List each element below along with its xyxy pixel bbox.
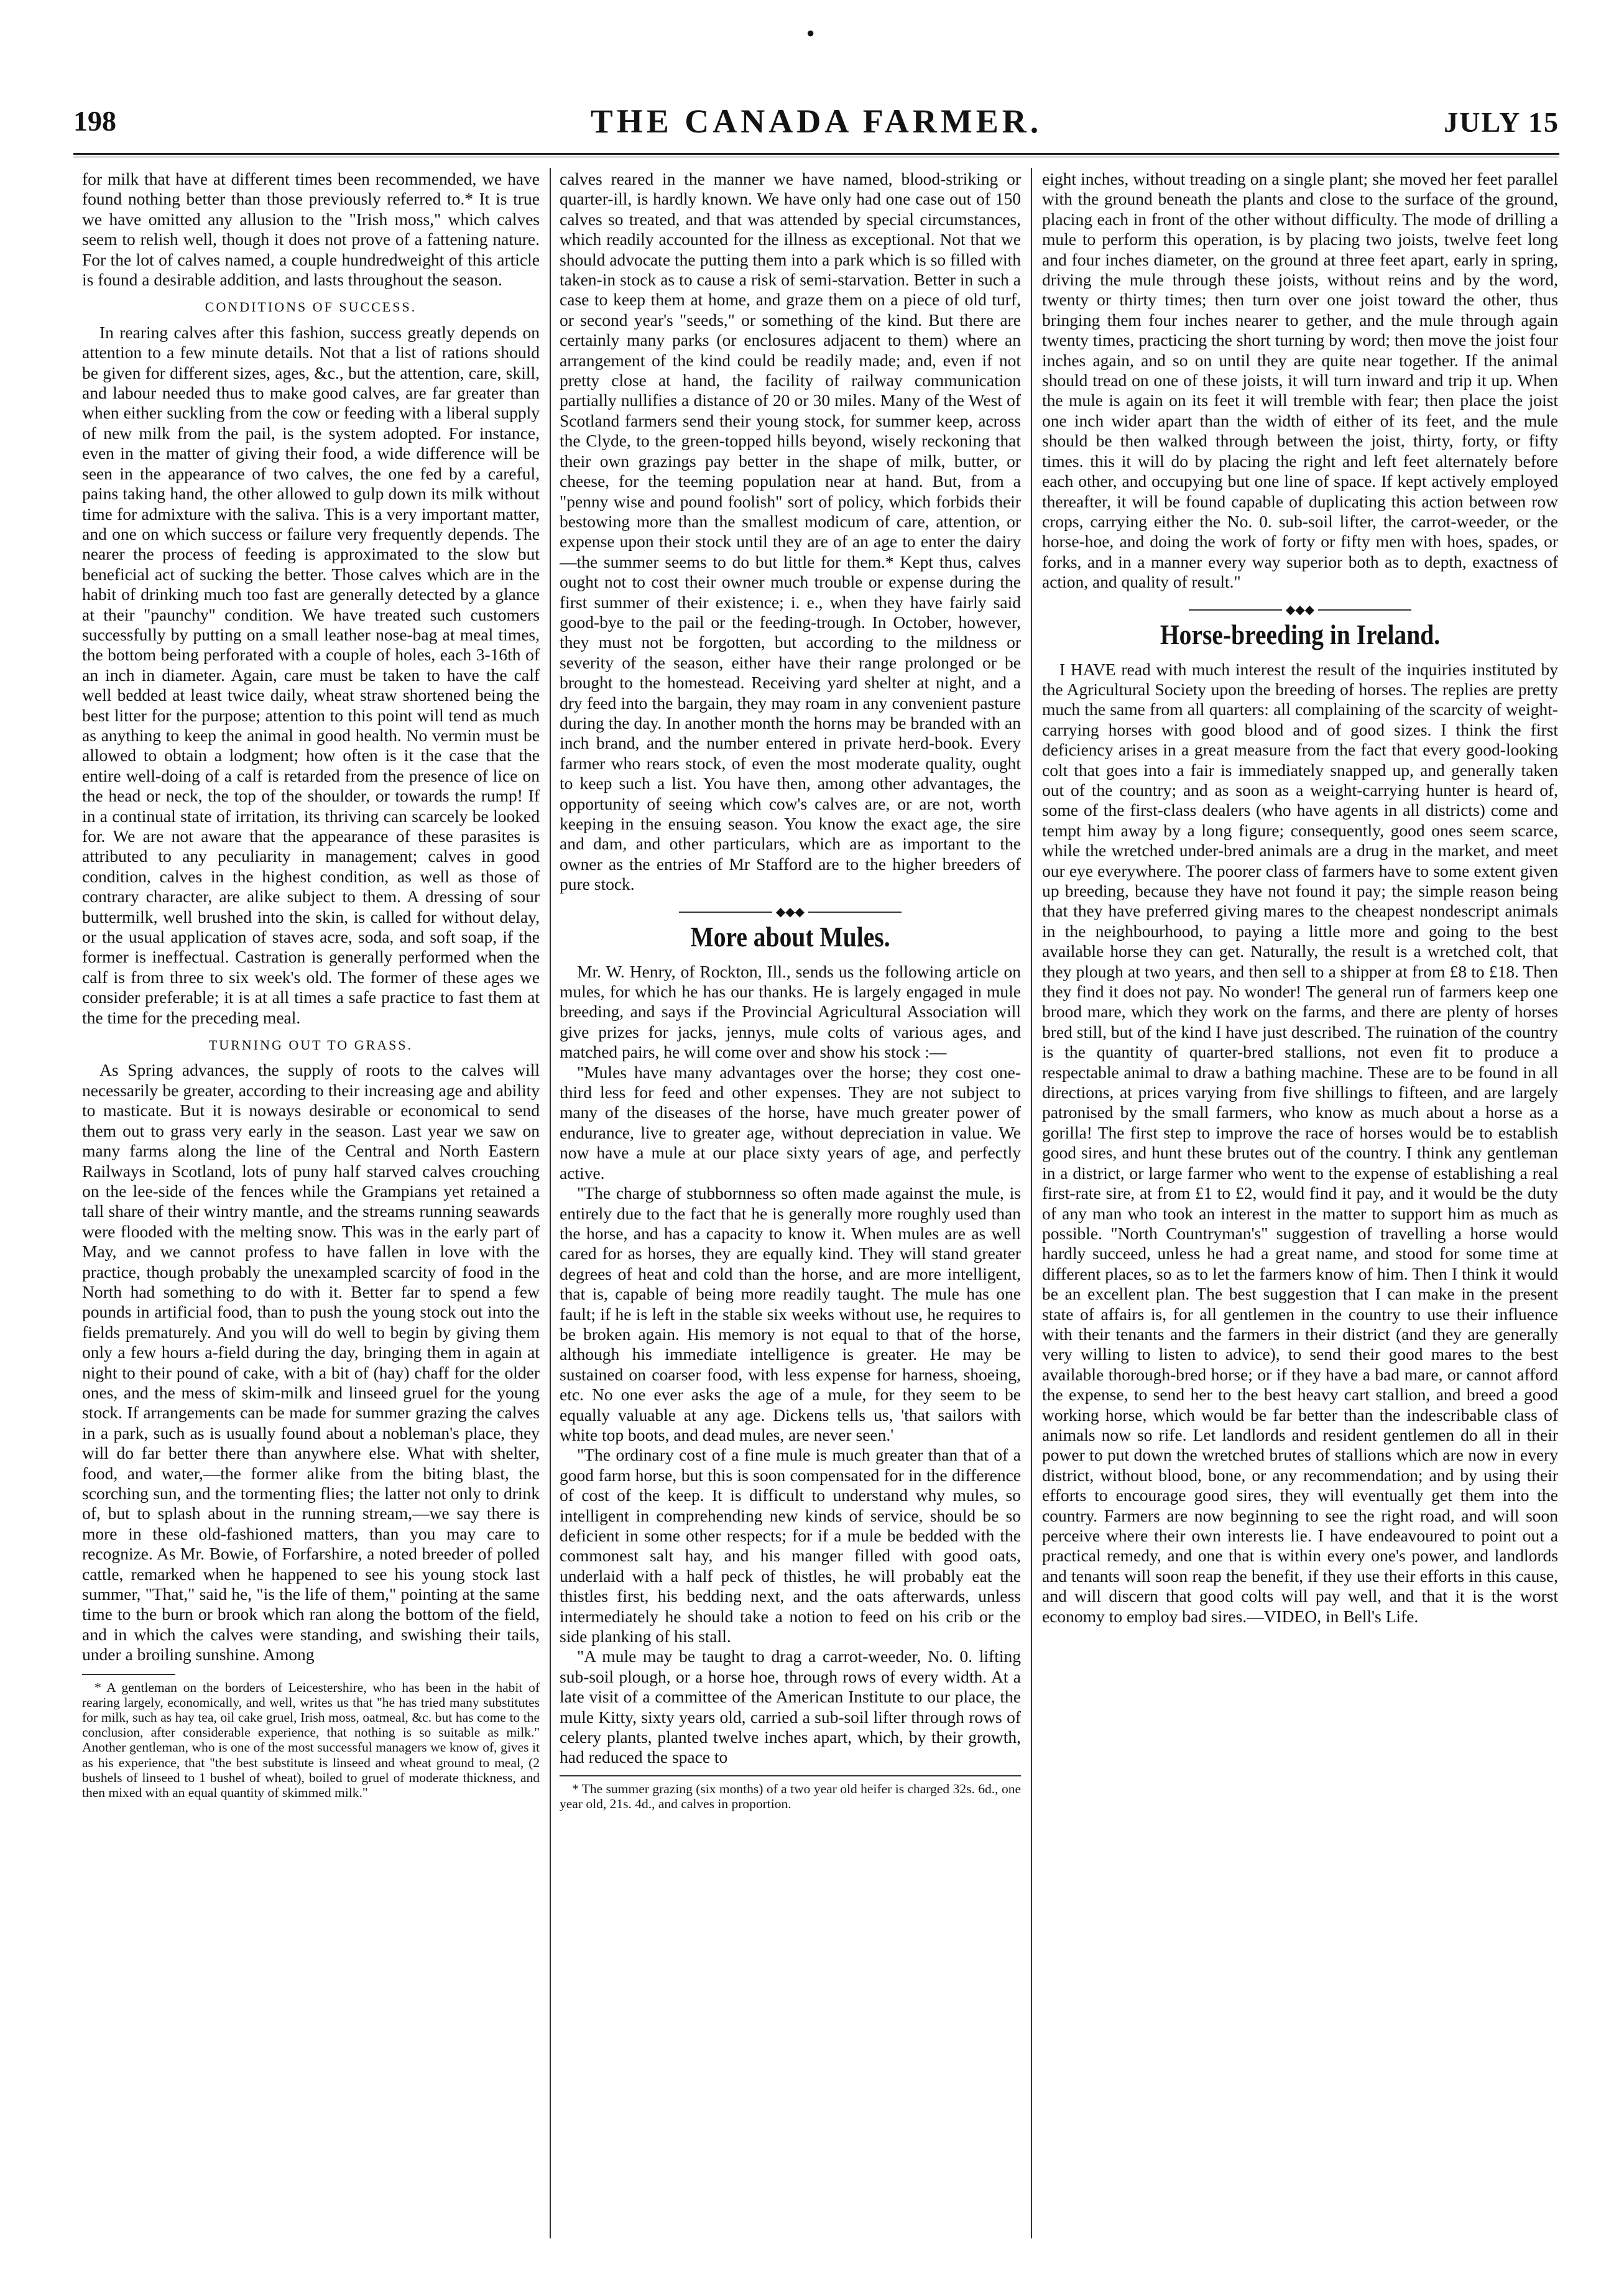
ornament-divider: ◆◆◆ (560, 901, 1021, 916)
paragraph: "A mule may be taught to drag a carrot-weeder, No. 0. lifting sub-soil plough, or a horse hoe, through rows of every width. At a late visit of a committee of the American Institute to our place, the mule Kitty, sixty years old, carried a sub-soil lifter through rows of celery plants, planted twelve inches apart, which, by their growth, had reduced the space to (560, 1646, 1021, 1767)
header-rule (73, 153, 1559, 155)
column-3 (1042, 169, 1558, 2246)
column-divider (1031, 168, 1032, 2238)
printer-mark: ● (806, 25, 815, 40)
ornament-divider: ◆◆◆ (1042, 599, 1558, 614)
paragraph: "Mules have many advantages over the horse; they cost one-third less for feed and other expenses. They are not subject to many of the diseases of the horse, have much greater power of endurance, live to greater age, without depreciation in value. We now have a mule at our place sixty years of age, and perfectly active. (560, 1062, 1021, 1183)
newspaper-title: THE CANADA FARMER. (590, 103, 1043, 140)
column-2 (560, 169, 1021, 2246)
page-number: 198 (73, 105, 116, 137)
paragraph: Mr. W. Henry, of Rockton, Ill., sends us the following article on mules, for which he has our thanks. He is largely engaged in mule breeding, and says if the Provincial Agricultural Association will give prizes for jacks, jennys, mule colts of various ages, and matched pairs, he will come over and show his stock :— (560, 961, 1021, 1062)
paragraph: As Spring advances, the supply of roots to the calves will necessarily be greater, according to their increasing age and ability to masticate. But it is noways desirable or economical to send them out to grass very early in the season. Last year we saw on many farms along the line of the Central and North Eastern Railways in Scotland, lots of puny half starved calves crouching on the lee-side of the fences while the Grampians yet retained a tall share of their wintry mantle, and the streams running seawards were flooded with the melting snow. This was in the early part of May, and we cannot profess to have fallen in love with the practice, though probably the unexampled scarcity of food in the North had something to do with it. Better far to spend a few pounds in artificial food, than to push the young stock out into the fields prematurely. And you will do well to begin by giving them only a few hours a-field during the day, bringing them in again at night to their pound of cake, with a bit of (hay) chaff for the older ones, and the mess of skim-milk and linseed gruel for the young stock. If arrangements can be made for summer grazing the calves in a park, such as is usually found about a nobleman's place, they will do far better there than anywhere else. What with shelter, food, and water,—the former alike from the biting blast, the scorching sun, and the tormenting flies; the latter not only to drink of, but to splash about in the running stream,—we say there is more in these old-fashioned matters, than you may care to recognize. As Mr. Bowie, of Forfarshire, a noted breeder of polled cattle, remarked when he happened to see his young stock last summer, "That," said he, "is the life of them," pointing at the same time to the burn or brook which ran along the bottom of the field, and in which the calves were standing, and swishing their tails, under a broiling sunshine. Among (82, 1060, 540, 1665)
paragraph: calves reared in the manner we have named, blood-striking or quarter-ill, is hardly known. We have only had one case out of 150 calves so treated, and that was attended by special circumstances, which readily accounted for the illness as exceptional. Not that we should advocate the putting them into a park which is so filled with taken-in stock as to cause a risk of semi-starvation. Better in such a case to keep them at home, and graze them on a piece of old turf, or second year's "seeds," or something of the kind. But there are certainly many parks (or enclosures adjacent to them) where an arrangement of the kind could be readily made; and, even if not pretty close at hand, the facility of railway communication partially nullifies a distance of 20 or 30 miles. Many of the West of Scotland farmers send their young stock, for summer keep, across the Clyde, to the green-topped hills beyond, wisely reckoning that their own grazings pay better in the shape of milk, butter, or cheese, for the teeming population near at hand. But, from a "penny wise and pound foolish" sort of policy, which forbids their bestowing more than the smallest modicum of care, attention, or expense upon their stock until they are of an age to enter the dairy —the summer seems to do but little for them.* Kept thus, calves ought not to cost their owner much trouble or expense during the first summer of their existence; i. e., when they have fairly said good-bye to the pail or the feeding-trough. In October, however, they must not be forgotten, but according to the mildness or severity of the season, either have their range prolonged or be brought to the homestead. Receiving yard shelter at night, and a dry feed into the bargain, they may roam in any convenient pasture during the day. In another month the horns may be branded with an inch brand, and the number entered in private herd-book. Every farmer who rears stock, of even the most moderate quality, ought to keep such a list. You have then, among other advantages, the opportunity of seeing which cow's calves are, or are not, worth keeping in the ensuing season. You know the exact age, the sire and dam, and other particulars, which are as important to the owner as the entries of Mr Stafford are to the higher breeders of pure stock. (560, 169, 1021, 894)
column-1 (82, 169, 540, 2246)
paragraph: for milk that have at different times been recommended, we have found nothing better than those previously referred to.* It is true we have omitted any allusion to the "Irish moss," which calves seem to relish well, though it does not prove of a fattening nature. For the lot of calves named, a couple hundredweight of this article is found a desirable addition, and lasts throughout the season. (82, 169, 540, 290)
footnote-rule (82, 1674, 175, 1675)
footnote: * The summer grazing (six months) of a two year old heifer is charged 32s. 6d., one year old, 21s. 4d., and calves in proportion. (560, 1781, 1021, 1812)
section-heading: CONDITIONS OF SUCCESS. (205, 299, 417, 315)
section-heading: TURNING OUT TO GRASS. (208, 1037, 413, 1053)
footnote: * A gentleman on the borders of Leicestershire, who has been in the habit of rearing largely, economically, and well, writes us that "he has tried many substitutes for milk, such as hay tea, oil cake gruel, Irish moss, oatmeal, &c. but has come to the conclusion, after considerable experience, that nothing is so suitable as milk." Another gentleman, who is one of the most successful managers we know of, gives it as his experience, that "the best substitute is linseed and wheat ground to meal, (2 bushels of linseed to 1 bushel of wheat), boiled to gruel of moderate thickness, and then mixed with an equal quantity of skimmed milk." (82, 1679, 540, 1801)
article-title: More about Mules. (690, 920, 890, 953)
paragraph: "The ordinary cost of a fine mule is much greater than that of a good farm horse, but this is soon compensated for in the difference of cost of the keep. It is difficult to understand why mules, so intelligent in comprehending new kinds of service, should be so deficient in some other respects; for if a mule be bedded with the commonest salt hay, and his manger filled with good oats, underlaid with a half peck of thistles, he will probably eat the thistles first, his bedding next, and the oats afterwards, unless intermediately he should take a notion to feed on his crib or the side planking of his stall. (560, 1445, 1021, 1646)
paragraph: In rearing calves after this fashion, success greatly depends on attention to a few minute details. Not that a list of rations should be given for different sizes, ages, &c., but the attention, care, skill, and labour needed thus to make good calves, are far greater than when either suckling from the cow or feeding with a liberal supply of new milk from the pail, is the system adopted. For instance, even in the matter of giving their food, a wide difference will be seen in the appearance of two calves, the one fed by a careful, pains taking hand, the other allowed to gulp down its milk without time for admixture with the saliva. This is a very important matter, and one on which success or failure very frequently depends. The nearer the process of feeding is approximated to the slow but beneficial act of sucking the better. Those calves which are in the habit of drinking much too fast are generally detected by a glance at their "paunchy" condition. We have treated such customers successfully by putting on a small leather nose-bag at meal times, the bottom being perforated with a couple of holes, each 3-16th of an inch in diameter. Again, care must be taken to have the calf well bedded at least twice daily, wheat straw shortened being the best litter for the purpose; attention to this point will tend as much as anything to keep the animal in good health. No vermin must be allowed to obtain a lodgment; how often is it the case that the entire well-doing of a calf is retarded from the presence of lice on the head or neck, the top of the shoulder, or towards the rump! If in a continual state of irritation, its thriving can scarcely be looked for. We are not aware that the appearance of these parasites is attributed to any peculiarity in management; calves in good condition, calves in the highest condition, as well as those of contrary character, are alike subject to them. A dressing of sour buttermilk, well brushed into the skin, is called for without delay, or the usual application of staves acre, soda, and soft soap, if the former is ineffectual. Castration is generally performed when the calf is from three to six week's old. The former of these ages we consider preferable; it is at all times a safe practice to fast them at the time for the preceding meal. (82, 322, 540, 1027)
column-divider (550, 168, 551, 2238)
paragraph: I HAVE read with much interest the result of the inquiries instituted by the Agricultural Society upon the breeding of horses. The replies are pretty much the same from all quarters: all complaining of the scarcity of weight-carrying horses with good blood and of good sizes. I think the first deficiency arises in a great measure from the fact that every good-looking colt that goes into a fair is immediately snapped up, and generally taken out of the country; and as soon as a weight-carrying hunter is heard of, some of the first-class dealers (who have agents in all districts) come and tempt him away by a long figure; consequently, good ones seem scarce, while the wretched under-bred animals are a drug in the market, and meet our eye everywhere. The poorer class of farmers have to some extent given up breeding, because they have not found it pay; the simple reason being that they have preferred giving mares to the cheapest nondescript animals in the neighbourhood, to paying a little more and going to the best available horse they can get. Naturally, the result is a wretched colt, that they plough at two years, and then sell to a shipper at from £8 to £18. Then they find it does not pay. No wonder! The general run of farmers keep one brood mare, which they work on the farms, and there are plenty of horses bred still, but of the kind I have just described. The ruination of the country is the quantity of quarter-bred stallions, not even fit to produce a respectable animal to draw a bathing machine. These are to be found in all directions, at prices varying from five shillings to fifteen, and are largely patronised by the small farmers, who know as much about a horse as a gorilla! The first step to improve the race of horses would be to establish good sires, and hunt these brutes out of the country. I think any gentleman in a district, or large farmer who went to the expense of establishing a real first-rate sire, at from £1 to £2, would find it pay, and it would be the duty of any man who took an interest in the matter to support him as much as possible. "North Countryman's" suggestion of travelling a horse would hardly succeed, unless he had a great name, and stood for some time at different places, so as to let the farmers know of him. Then I think it would be an excellent plan. The best suggestion that I can make in the present state of affairs is, for all gentlemen in the country to use their influence with their tenants and the farmers in their district (and they are generally very willing to listen to advice), to send their good mares to the best available thorough-bred horse; or if they have a bad mare, or cannot afford the expense, to send her to the best heavy cart stallion, and breed a good working horse, which would be far better than the indescribable class of animals now so rife. Let landlords and resident gentlemen do all in their power to put down the wretched brutes of stallions which are now in every district, without blood, bone, or any recommendation; and by using their efforts to encourage good sires, they will eventually get them into the country. Farmers are now beginning to see the right road, and will soon perceive where their own interests lie. I have endeavoured to point out a practical remedy, and one that is within every one's power, and landlords and tenants will soon reap the benefit, if they use their efforts in this cause, and will discern that good colts will pay well, and that it is the worst economy to employ bad sires.—VIDEO, in Bell's Life. (1042, 659, 1558, 1626)
paragraph: eight inches, without treading on a single plant; she moved her feet parallel with the ground beneath the plants and close to the surface of the ground, placing each in front of the other without difficulty. The mode of drilling a mule to perform this operation, is by placing two joists, twelve feet long and four inches diameter, on the ground at three feet apart, early in spring, driving the mule through these joists, without reins and by the word, twenty or thirty times; then turn over one joist toward the other, thus bringing them four inches nearer to gether, and the mule through again twenty times, practicing the short turning by word; then move the joist four inches again, and so on until they are quite near together. If the animal should tread on one of these joists, it will turn inward and trip it up. When the mule is again on its feet it will tremble with fear; then place the joist one inch wider apart than the width of either of its feet, and the mule should be then walked through between the joist, thirty, forty, or fifty times. this it will do by placing the right and left feet alternately before each other, and occupying but one line of space. If kept actively employed thereafter, it will be found capable of duplicating this action between row crops, carrying either the No. 0. sub-soil lifter, the carrot-weeder, or the horse-hoe, and doing the work of forty or fifty men with hoes, spades, or forks, and in a manner every way superior both as to depth, exactness of action, and quality of result." (1042, 169, 1558, 592)
footnote-rule (560, 1775, 1021, 1776)
page-header (73, 104, 1559, 142)
paragraph: "The charge of stubbornness so often made against the mule, is entirely due to the fact that he is generally more roughly used than the horse, and has a capacity to know it. When mules are as well cared for as horses, they are equally kind. They will stand greater degrees of heat and cold than the horse, and are more intelligent, that is, capable of being more readily taught. The mule has one fault; if he is left in the stable six weeks without use, he requires to be broken again. His memory is not equal to that of the horse, although his immediate intelligence is greater. He may be sustained on coarser food, with less expense for harness, shoeing, etc. No one ever asks the age of a mule, for they seem to be equally valuable at any age. Dickens tells us, 'that sailors with white top boots, and dead mules, are never seen.' (560, 1183, 1021, 1444)
article-title: Horse-breeding in Ireland. (1160, 618, 1441, 650)
issue-date: JULY 15 (1444, 106, 1559, 138)
